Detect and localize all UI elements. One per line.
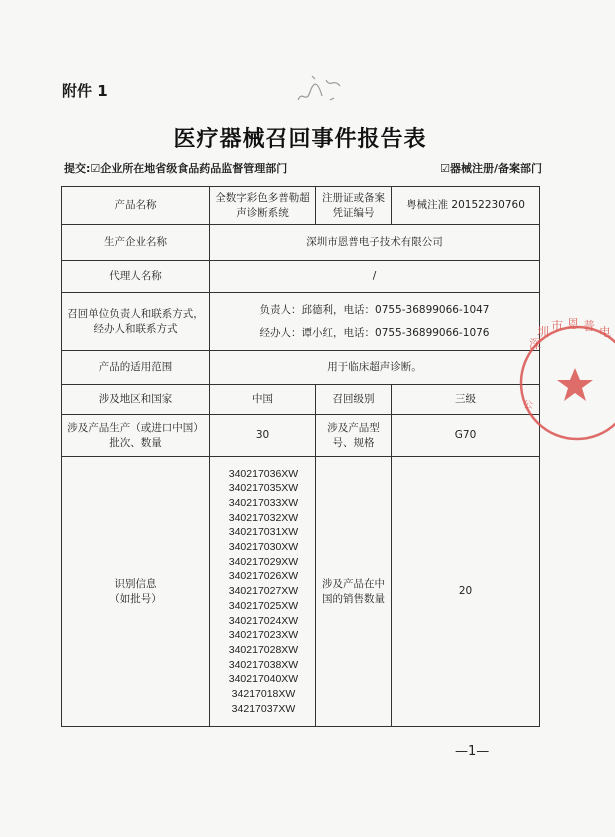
scope-value: 用于临床超声诊断。 — [210, 351, 540, 385]
batch-number: 340217024XW — [228, 614, 299, 627]
batch-number: 340217025XW — [228, 599, 299, 612]
svg-text:普: 普 — [583, 319, 596, 333]
agent-label: 代理人名称 — [62, 261, 210, 293]
handwritten-scribble — [290, 70, 350, 110]
contact-label: 召回单位负责人和联系方式，经办人和联系方式 — [62, 293, 210, 351]
model-value: G70 — [392, 415, 540, 457]
identification-label — [62, 457, 210, 727]
batch-number: 340217028XW — [228, 643, 299, 656]
manufacturer-label: 生产企业名称 — [62, 225, 210, 261]
svg-text:圳: 圳 — [537, 325, 550, 339]
company-seal-stamp — [515, 318, 615, 448]
batch-number: 340217040XW — [228, 673, 299, 686]
table-row — [62, 351, 540, 385]
batch-number: 34217037XW — [231, 702, 296, 715]
batch-number: 340217027XW — [228, 585, 299, 598]
table-row — [62, 385, 540, 415]
product-name-value: 全数字彩色多普勒超声诊断系统 — [210, 187, 316, 225]
svg-text:恩: 恩 — [567, 317, 580, 331]
page-number: —1— — [455, 744, 490, 759]
table-row — [62, 187, 540, 225]
page-title: 医疗器械召回事件报告表 — [173, 127, 427, 152]
recall-level-label: 召回级别 — [316, 385, 392, 415]
batch-count-label: 涉及产品生产（或进口中国）批次、数量 — [62, 415, 210, 457]
batch-number: 340217033XW — [228, 497, 299, 510]
contact-value — [210, 293, 540, 351]
svg-text:市: 市 — [551, 319, 564, 333]
sales-label: 涉及产品在中国的销售数量 — [316, 457, 392, 727]
identification-label-line-2: （如批号） — [109, 592, 162, 605]
batch-number: 340217026XW — [228, 570, 299, 583]
product-name-label: 产品名称 — [62, 187, 210, 225]
identification-label-line-1: 识别信息 — [114, 577, 157, 590]
scope-label: 产品的适用范围 — [62, 351, 210, 385]
recall-level-value: 三级 — [392, 385, 540, 415]
recall-report-table — [61, 186, 540, 727]
batch-number: 340217038XW — [228, 658, 299, 671]
sales-value: 20 — [392, 457, 540, 727]
table-row — [62, 261, 540, 293]
batch-number: 340217030XW — [228, 541, 299, 554]
batch-number: 340217036XW — [228, 467, 299, 480]
svg-text:电: 电 — [599, 325, 612, 339]
region-label: 涉及地区和国家 — [62, 385, 210, 415]
manufacturer-value: 深圳市恩普电子技术有限公司 — [210, 225, 540, 261]
submit-to-label: 提交:☑企业所在地省级食品药品监督管理部门 — [64, 162, 288, 175]
contact-line-2: 经办人：谭小红，电话：0755-36899066-1076 — [259, 326, 490, 339]
batch-number: 340217032XW — [228, 511, 299, 524]
table-row — [62, 293, 540, 351]
department-label: ☑器械注册/备案部门 — [440, 162, 542, 175]
batch-number: 340217029XW — [228, 555, 299, 568]
table-row — [62, 225, 540, 261]
svg-text:公: 公 — [523, 400, 533, 411]
batch-number-list — [210, 457, 316, 727]
batch-number: 340217035XW — [228, 482, 299, 495]
svg-text:深: 深 — [529, 337, 542, 351]
batch-number: 340217031XW — [228, 526, 299, 539]
registration-label: 注册证或备案凭证编号 — [316, 187, 392, 225]
table-row — [62, 457, 540, 727]
agent-value: / — [210, 261, 540, 293]
batch-number: 340217023XW — [228, 629, 299, 642]
table-row — [62, 415, 540, 457]
model-label: 涉及产品型号、规格 — [316, 415, 392, 457]
contact-line-1: 负责人：邱德利，电话：0755-36899066-1047 — [259, 303, 490, 316]
batch-number: 34217018XW — [231, 687, 296, 700]
region-value: 中国 — [210, 385, 316, 415]
attachment-label: 附件 1 — [62, 82, 108, 100]
batch-count-value: 30 — [210, 415, 316, 457]
registration-value: 粤械注准 20152230760 — [392, 187, 540, 225]
